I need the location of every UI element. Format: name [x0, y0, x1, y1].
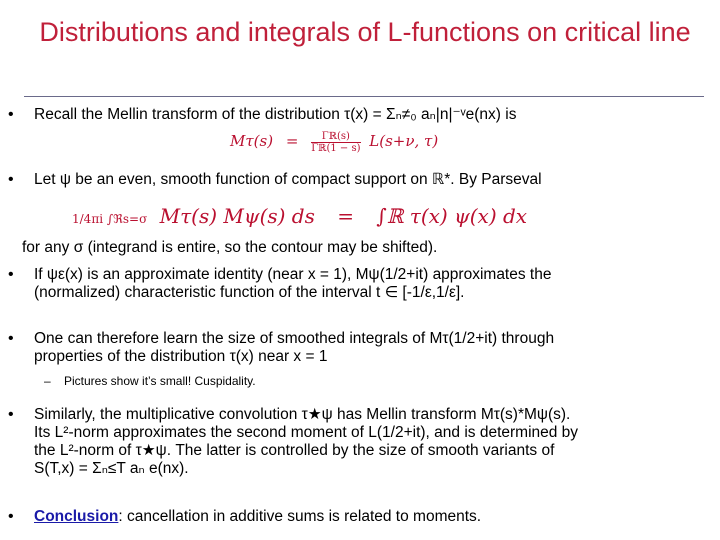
- bullet-dot: •: [8, 106, 14, 123]
- bullet-dot: •: [8, 330, 14, 347]
- eq1-numerator: Γℝ(s): [311, 131, 360, 143]
- eq1-lhs: Mτ(s): [230, 132, 274, 150]
- bullet-text-line2: properties of the distribution τ(x) near x = 1: [34, 348, 328, 365]
- bullet-text-line3: the L²-norm of τ★ψ. The latter is controlled by the size of smooth variants of: [34, 442, 555, 459]
- conclusion-label: Conclusion: [34, 508, 119, 525]
- eq2-lhs: Mτ(s) Mψ(s) ds: [159, 204, 315, 228]
- bullet-text: Let ψ be an even, smooth function of compact support on ℝ*. By Parseval: [34, 171, 542, 188]
- bullet-text-line1: If ψε(x) is an approximate identity (near x = 1), Mψ(1/2+it) approximates the: [34, 266, 552, 283]
- eq2-prefix: 1/4πi ∫ℜs=σ: [72, 212, 148, 226]
- slide-title: Distributions and integrals of L-functions on critical line: [39, 17, 691, 47]
- bullet-dot: •: [8, 171, 14, 188]
- bullet-text-line1: One can therefore learn the size of smoothed integrals of Mτ(1/2+it) through: [34, 330, 555, 347]
- equation-mellin-transform: [230, 124, 438, 158]
- sub-text: Pictures show it’s small! Cuspidality.: [64, 374, 256, 388]
- equation-parseval: [72, 200, 527, 235]
- eq2-equals: =: [337, 204, 354, 228]
- bullet-text-line2: (normalized) characteristic function of the interval t ∈ [-1/ε,1/ε].: [34, 284, 465, 301]
- bullet-text-line1: Similarly, the multiplicative convolution τ★ψ has Mellin transform Mτ(s)*Mψ(s).: [34, 406, 571, 423]
- eq2-rhs: ∫ℝ τ(x) ψ(x) dx: [376, 204, 528, 228]
- bullet-text: [34, 508, 481, 526]
- eq1-denominator: Γℝ(1 − s): [311, 142, 361, 154]
- eq1-rhs: L(s+ν, τ): [369, 132, 439, 150]
- conclusion-rest: : cancellation in additive sums is related to moments.: [118, 508, 482, 525]
- title-rule: [24, 96, 704, 97]
- bullet-text-line2: Its L²-norm approximates the second moment of L(1/2+it), and is determined by: [34, 424, 579, 441]
- bullet-dot: •: [8, 406, 14, 423]
- bullet-dot: •: [8, 508, 14, 525]
- line-for-any-sigma: [22, 239, 437, 257]
- bullet-text-line4: S(T,x) = Σₙ≤T aₙ e(nx).: [34, 460, 189, 477]
- bullet-dot: •: [8, 266, 14, 283]
- eq1-fraction: [311, 131, 360, 154]
- line-text: for any σ (integrand is entire, so the contour may be shifted).: [22, 239, 438, 256]
- sub-dash: –: [44, 374, 51, 388]
- bullet-text: Recall the Mellin transform of the distribution τ(x) = Σₙ≠₀ aₙ|n|⁻ᵛe(nx) is: [34, 106, 517, 123]
- eq1-equals: =: [285, 132, 299, 150]
